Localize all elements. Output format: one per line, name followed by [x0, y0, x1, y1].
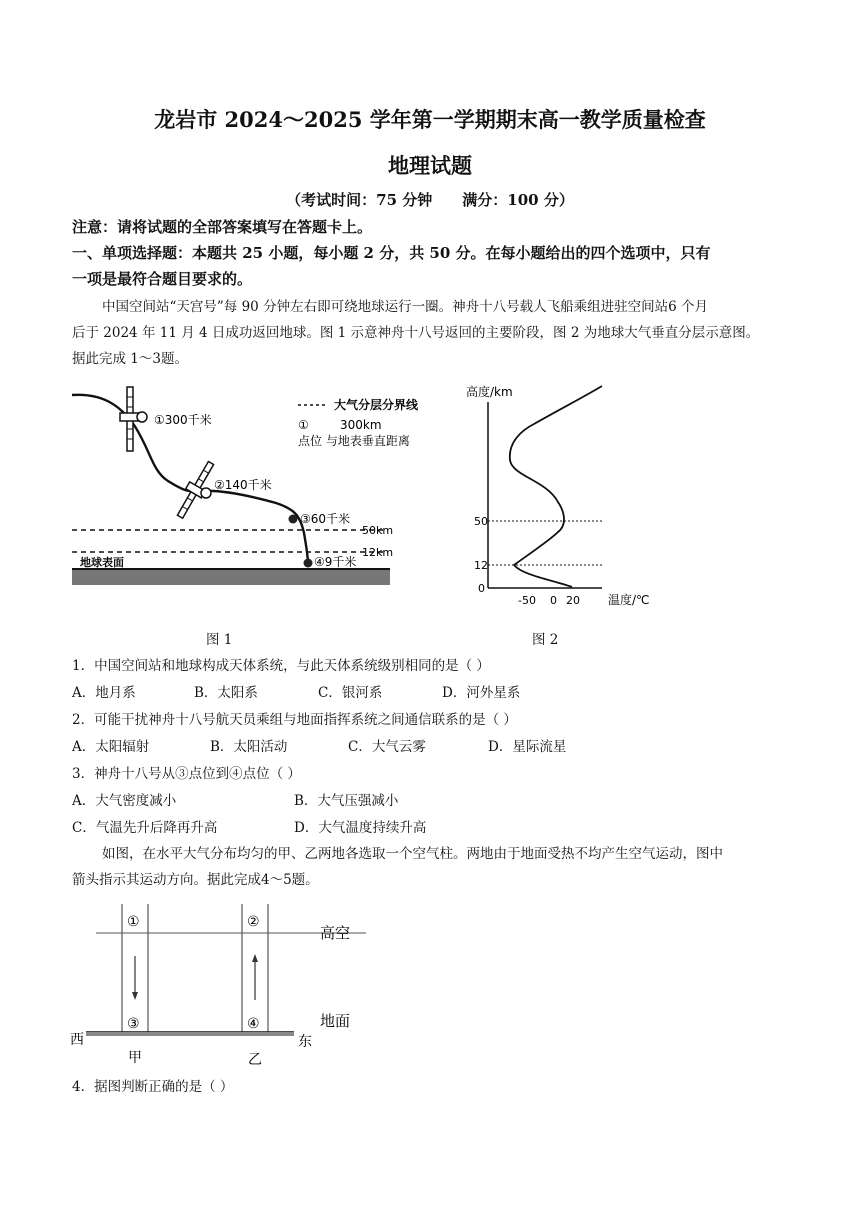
passage2-line1: 如图，在水平大气分布均匀的甲、乙两地各选取一个空气柱。两地由于地面受热不均产生空气运动，图中 — [102, 846, 723, 862]
label-3: ③ — [127, 1016, 140, 1032]
place-a-label: 甲 — [128, 1050, 142, 1066]
legend-point-symbol: ① — [298, 418, 309, 432]
label-4: ④ — [247, 1016, 260, 1032]
q2-option-a: A．太阳辐射 — [72, 739, 150, 755]
passage1-line2: 后于 2024 年 11 月 4 日成功返回地球。图 1 示意神舟十八号返回的主要阶段，图 2 为地球大气垂直分层示意图。 — [72, 325, 760, 341]
q1-option-d: D．河外星系 — [442, 685, 521, 701]
exam-title: 龙岩市 2024～2025 学年第一学期期末高一教学质量检查 — [154, 107, 706, 132]
full-score: 满分：100 分） — [462, 191, 574, 209]
y-axis-label: 高度/km — [466, 385, 513, 399]
legend-point-desc: 点位 与地表垂直距离 — [298, 434, 410, 448]
boundary-50km: 50km — [362, 524, 394, 537]
q1-option-c: C．银河系 — [318, 685, 383, 701]
point-label-4: ④9千米 — [314, 555, 357, 569]
x-tick-0: 0 — [550, 594, 557, 607]
q2-option-d: D．星际流星 — [488, 739, 567, 755]
question-3-stem: 3．神舟十八号从③点位到④点位（ ） — [72, 766, 301, 782]
label-1: ① — [127, 914, 140, 930]
point-label-1: ①300千米 — [154, 413, 212, 427]
q3-option-d: D．大气温度持续升高 — [294, 820, 427, 836]
q1-option-a: A．地月系 — [72, 685, 136, 701]
west-label: 西 — [70, 1032, 84, 1048]
exam-info — [0, 189, 860, 210]
y-tick-12: 12 — [474, 559, 488, 572]
east-label: 东 — [298, 1034, 312, 1050]
point-label-2: ②140千米 — [214, 478, 272, 492]
y-tick-50: 50 — [474, 515, 488, 528]
exam-time: （考试时间：75 分钟 — [286, 191, 433, 209]
question-1-stem: 1．中国空间站和地球构成天体系统，与此天体系统级别相同的是（ ） — [72, 658, 490, 674]
figure1-caption: 图 1 — [206, 632, 233, 648]
place-b-label: 乙 — [248, 1052, 262, 1068]
q2-option-b: B．太阳活动 — [210, 739, 288, 755]
passage1-line1: 中国空间站“天宫号”每 90 分钟左右即可绕地球运行一圈。神舟十八号载人飞船乘组进驻空间站6 个月 — [102, 299, 708, 315]
y-tick-0: 0 — [478, 582, 485, 595]
x-tick-minus50: -50 — [518, 594, 536, 607]
exam-subject: 地理试题 — [388, 153, 472, 178]
figure2-atmosphere-chart — [462, 380, 662, 612]
high-altitude-label: 高空 — [320, 924, 351, 942]
boundary-12km: 12km — [362, 546, 394, 559]
temperature-curve — [510, 386, 602, 587]
question-2-stem: 2．可能干扰神舟十八号航天员乘组与地面指挥系统之间通信联系的是（ ） — [72, 712, 517, 728]
figure2-caption: 图 2 — [532, 632, 559, 648]
q1-option-b: B．太阳系 — [194, 685, 258, 701]
section1-heading-line2: 一项是最符合题目要求的。 — [72, 270, 253, 288]
figure1-return-diagram — [72, 383, 419, 613]
q3-option-a: A．大气密度减小 — [72, 793, 177, 809]
surface-label: 地球表面 — [80, 556, 124, 569]
passage2-line2: 箭头指示其运动方向。据此完成4～5题。 — [72, 872, 319, 888]
ground-label: 地面 — [320, 1012, 351, 1030]
figure3-air-column-diagram — [66, 900, 376, 1068]
q3-option-b: B．大气压强减小 — [294, 793, 399, 809]
passage1-line3: 据此完成 1～3题。 — [72, 351, 188, 367]
question-4-stem: 4．据图判断正确的是（ ） — [72, 1079, 234, 1095]
q2-option-c: C．大气云雾 — [348, 739, 426, 755]
section1-heading-line1: 一、单项选择题：本题共 25 小题，每小题 2 分，共 50 分。在每小题给出的四个选项中，只有 — [72, 244, 711, 262]
label-2: ② — [247, 914, 260, 930]
point-label-3: ③60千米 — [300, 512, 351, 526]
q3-option-c: C．气温先升后降再升高 — [72, 820, 218, 836]
x-tick-20: 20 — [566, 594, 580, 607]
notice: 注意：请将试题的全部答案填写在答题卡上。 — [72, 218, 373, 236]
legend-point-value: 300km — [340, 418, 382, 432]
legend-line-label: 大气分层分界线 — [334, 398, 419, 412]
x-axis-label: 温度/℃ — [608, 593, 650, 607]
